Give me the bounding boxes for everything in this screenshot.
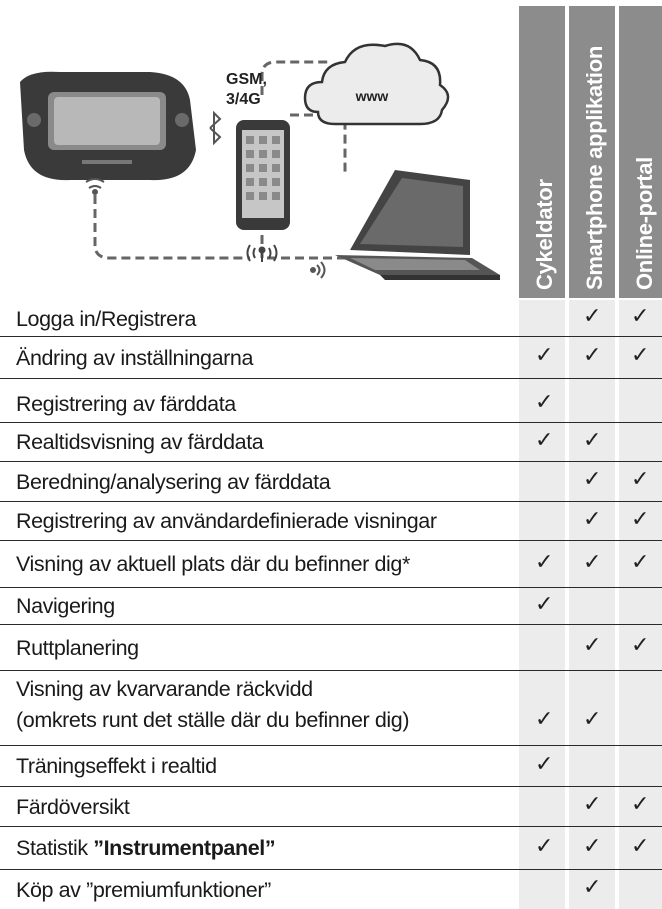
check-mark-icon: ✓ (631, 467, 650, 492)
check-mark-icon: ✓ (535, 751, 554, 777)
row-label: Navigering (16, 594, 115, 618)
table-row (0, 385, 662, 423)
check-mark-icon: ✓ (535, 833, 554, 859)
check-mark-icon: ✓ (583, 707, 602, 732)
cloud-icon (305, 44, 448, 124)
check-mark-icon: ✓ (535, 389, 554, 415)
gsm-label-line2: 3/4G (226, 91, 261, 108)
row-label: Ruttplanering (16, 635, 139, 660)
row-label: Statistik ”Instrumentpanel” (16, 836, 276, 860)
row-label: Ändring av inställningarna (16, 345, 254, 370)
check-mark-icon: ✓ (631, 833, 650, 859)
connectivity-illustration (0, 0, 515, 298)
column-header-label: Online-portal (632, 157, 657, 290)
row-label: Registrering av färddata (16, 392, 236, 416)
check-mark-icon: ✓ (631, 633, 650, 658)
column-header-cykeldator (519, 6, 565, 298)
column-header-label: Cykeldator (532, 179, 557, 290)
gsm-label-line1: GSM, (226, 71, 267, 88)
table-row (0, 587, 662, 625)
column-header-smartphone (569, 6, 615, 298)
check-mark-icon: ✓ (583, 875, 602, 900)
row-label-bold: ”Instrumentpanel” (93, 836, 276, 860)
table-row (0, 336, 662, 379)
check-mark-icon: ✓ (535, 343, 554, 368)
bike-computer-icon (20, 72, 196, 180)
check-mark-icon: ✓ (631, 792, 650, 817)
check-mark-icon: ✓ (583, 633, 602, 658)
cloud-label: www (355, 88, 389, 104)
table-row (0, 422, 662, 462)
row-label: Logga in/Registrera (16, 306, 197, 331)
table-row (0, 786, 662, 827)
check-mark-icon: ✓ (583, 304, 602, 329)
table-row (0, 826, 662, 870)
row-label: Visning av kvarvarande räckvidd (omkrets runt det ställe där du befinner dig) (16, 677, 410, 732)
check-mark-icon: ✓ (583, 506, 602, 532)
row-label: Köp av ”premiumfunktioner” (16, 877, 271, 902)
table-row (0, 869, 662, 909)
column-header-label: Smartphone applikation (582, 46, 607, 290)
laptop-wireless-icon (311, 262, 325, 278)
svg-text:GSM, 3/4G (226, 71, 271, 108)
check-mark-icon: ✓ (631, 506, 650, 532)
row-label: Beredning/analysering av färddata (16, 469, 331, 494)
table-row (0, 461, 662, 502)
bluetooth-icon (210, 113, 220, 143)
bike-computer-wireless-icon (86, 179, 104, 194)
table-row (0, 540, 662, 588)
table-row (0, 624, 662, 671)
table-row (0, 501, 662, 541)
table-row (0, 745, 662, 787)
check-mark-icon: ✓ (583, 792, 602, 817)
row-label: Visning av aktuell plats där du befinner dig* (16, 552, 410, 576)
check-mark-icon: ✓ (583, 427, 602, 453)
row-label: Registrering av användardefinierade visningar (16, 509, 437, 533)
check-mark-icon: ✓ (631, 304, 650, 329)
check-mark-icon: ✓ (583, 833, 602, 859)
row-label: Realtidsvisning av färddata (16, 430, 264, 454)
table-row (0, 300, 662, 337)
column-header-online-portal (619, 6, 662, 298)
check-mark-icon: ✓ (583, 549, 602, 575)
check-mark-icon: ✓ (631, 343, 650, 368)
check-mark-icon: ✓ (535, 549, 554, 575)
check-mark-icon: ✓ (583, 343, 602, 368)
smartphone-icon (236, 120, 290, 230)
check-mark-icon: ✓ (631, 549, 650, 575)
row-label: Träningseffekt i realtid (16, 754, 217, 778)
check-mark-icon: ✓ (583, 467, 602, 492)
check-mark-icon: ✓ (535, 591, 554, 617)
row-label: Färdöversikt (16, 794, 130, 819)
check-mark-icon: ✓ (535, 707, 554, 732)
table-row (0, 670, 662, 746)
laptop-icon (335, 170, 500, 280)
check-mark-icon: ✓ (535, 427, 554, 453)
